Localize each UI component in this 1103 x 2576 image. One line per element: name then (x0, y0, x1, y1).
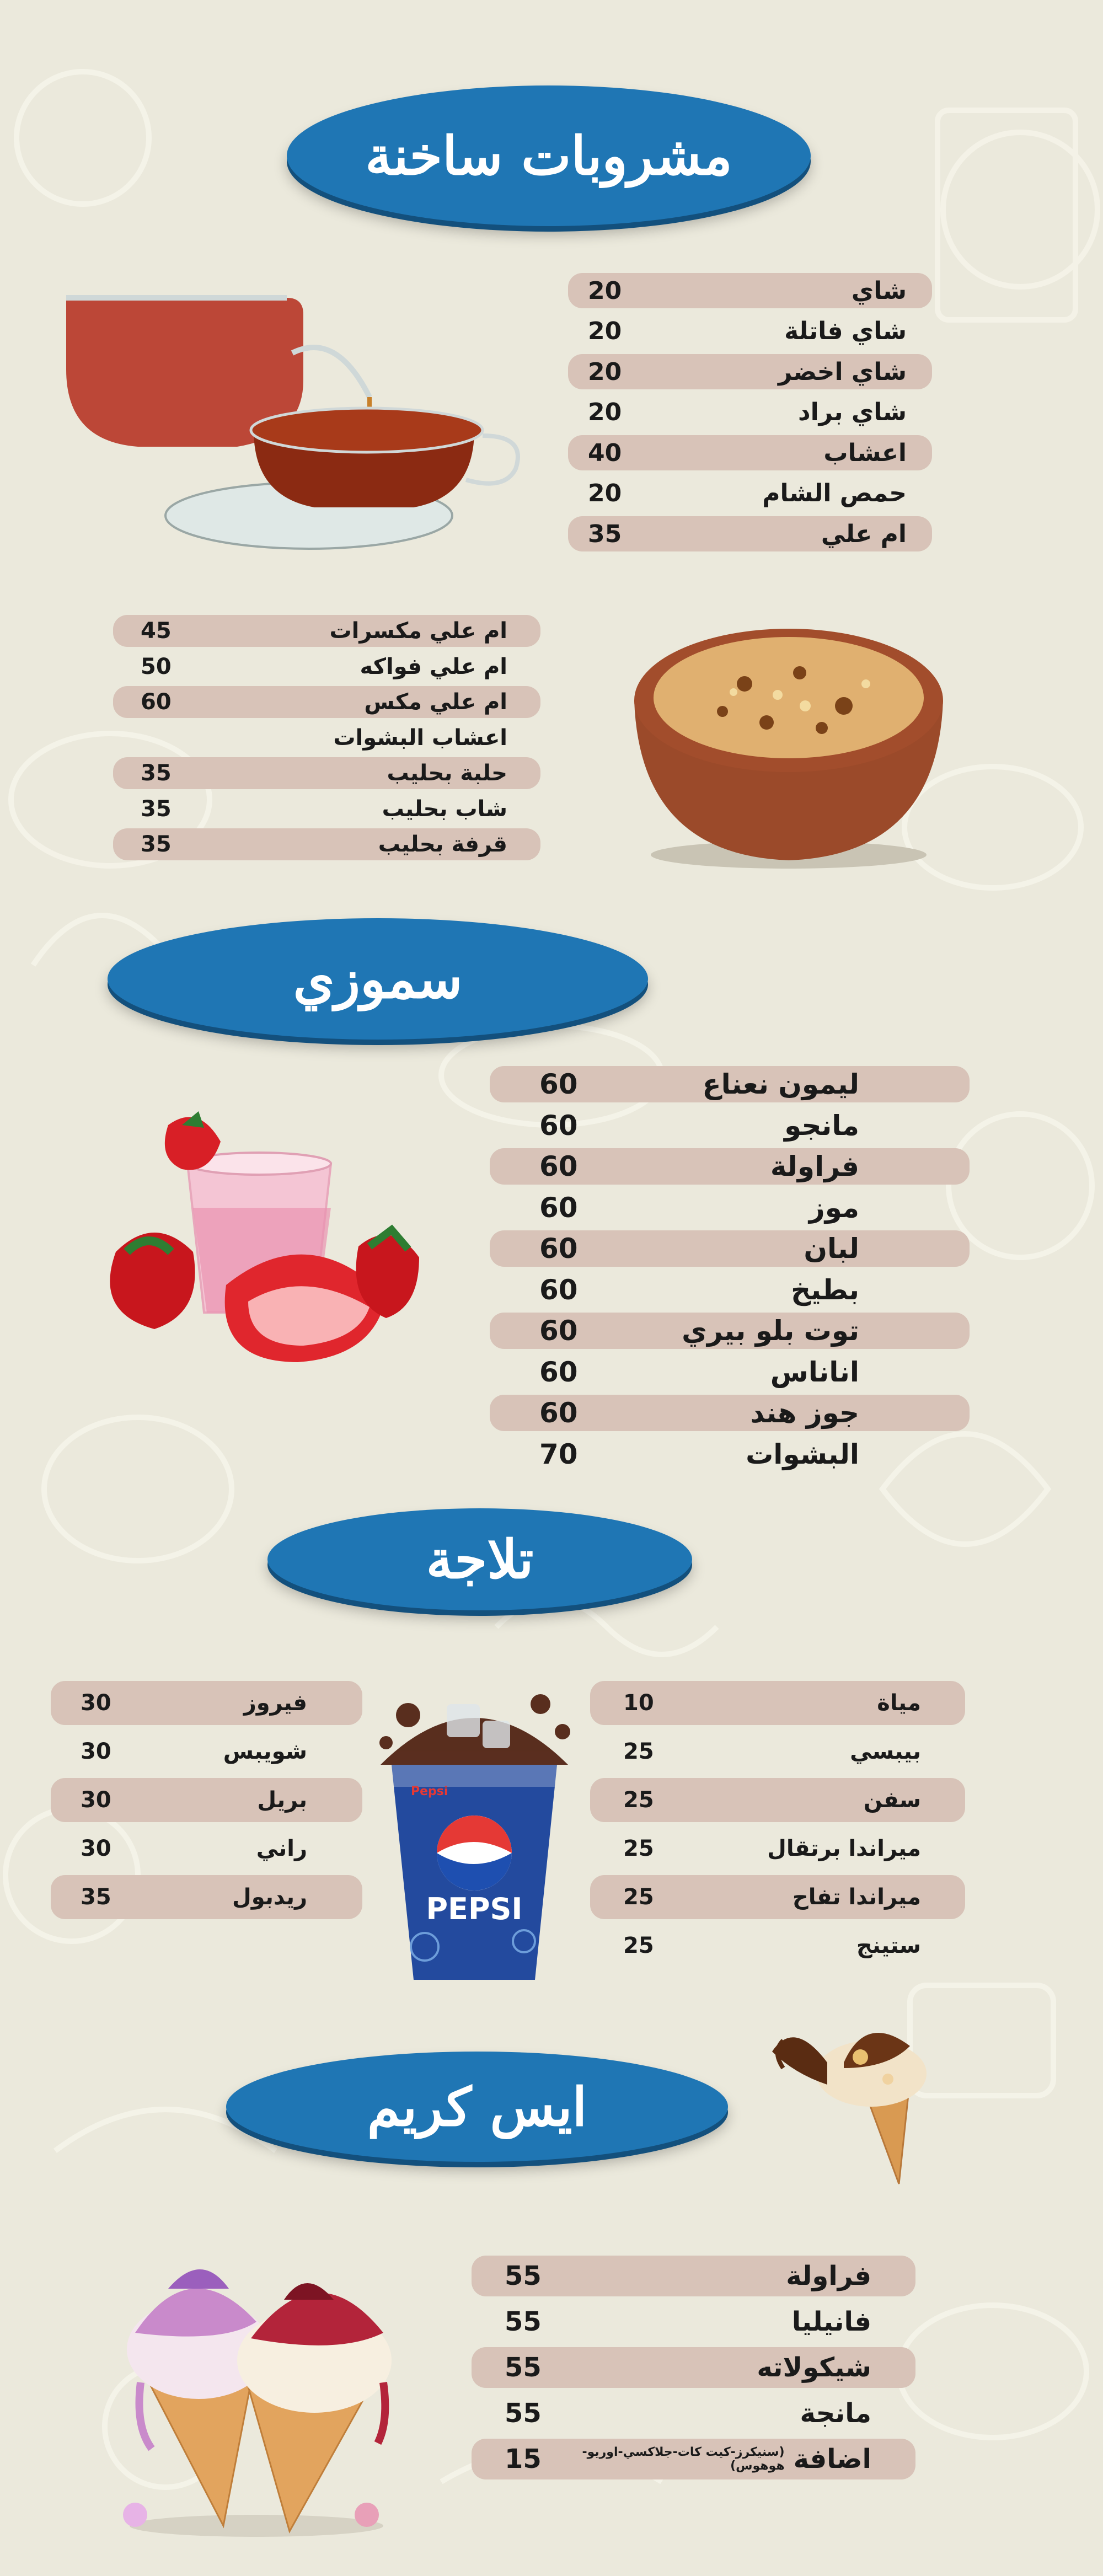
menu-item-name: بيبسي (850, 1739, 921, 1764)
menu-row (490, 1395, 970, 1431)
menu-item-price: 20 (588, 276, 622, 305)
menu-row (568, 273, 932, 308)
menu-item-name: بريل (257, 1787, 307, 1813)
menu-row (568, 516, 932, 551)
menu-item-name: راني (256, 1836, 307, 1861)
menu-item-price: 40 (588, 438, 622, 467)
menu-item-name: البشوات (746, 1438, 859, 1470)
menu-item-name: لبان (804, 1233, 859, 1265)
menu-item-price: 15 (505, 2444, 542, 2475)
menu-row (490, 1066, 970, 1102)
menu-item-name: ستينج (856, 1933, 921, 1958)
menu-item-price: 55 (505, 2352, 542, 2383)
menu-item-price: 25 (623, 1787, 654, 1813)
strawberry-smoothie-image (94, 1103, 441, 1379)
menu-item-name: ام علي مكس (364, 689, 507, 715)
menu-row (568, 314, 932, 349)
menu-row (490, 1148, 970, 1185)
menu-item-price: 30 (81, 1739, 111, 1764)
menu-item-price: 35 (141, 832, 172, 857)
section-title-smoothie: سموزي (108, 918, 648, 1040)
menu-row (490, 1230, 970, 1267)
pepsi-small-logo-text: Pepsi (411, 1785, 448, 1798)
menu-item-name: موز (808, 1191, 859, 1224)
menu-row (51, 1681, 362, 1725)
menu-item-name: شيكولاته (757, 2352, 871, 2383)
menu-item-name: قرفة بحليب (378, 832, 507, 857)
menu-item-name: شاب بحليب (382, 796, 507, 822)
menu-row (113, 828, 540, 860)
menu-item-name: حمص الشام (762, 479, 907, 507)
menu-item-price: 45 (141, 618, 172, 644)
menu-item-price: 25 (623, 1836, 654, 1861)
section-title-fridge: تلاجة (267, 1508, 692, 1610)
menu-row (568, 435, 932, 470)
menu-item-price: 60 (539, 1273, 578, 1306)
ice-cream-cones-image (102, 2239, 416, 2548)
menu-item-name: بطيخ (791, 1273, 859, 1306)
menu-item-price: 55 (505, 2398, 542, 2429)
menu-item-name: ريدبول (232, 1884, 307, 1910)
menu-row (472, 2347, 915, 2388)
menu-row (113, 757, 540, 789)
menu-row (472, 2301, 915, 2342)
menu-row (51, 1827, 362, 1871)
menu-item-name: ام علي مكسرات (329, 618, 507, 644)
menu-row (51, 1729, 362, 1774)
menu-row (490, 1436, 970, 1472)
menu-row (472, 2256, 915, 2296)
menu-item-name: مانجة (800, 2398, 871, 2429)
menu-item-price: 55 (505, 2261, 542, 2291)
menu-item-name: سفن (863, 1787, 921, 1813)
menu-row (490, 1190, 970, 1226)
menu-item-price: 35 (141, 796, 172, 822)
menu-item-price: 70 (539, 1438, 578, 1470)
pepsi-cup-image (364, 1682, 585, 1991)
menu-item-name: ام علي (821, 520, 907, 548)
menu-item-name: فيروز (243, 1690, 307, 1716)
menu-item-price: 35 (141, 761, 172, 786)
menu-row (51, 1875, 362, 1919)
menu-row (568, 395, 932, 430)
menu-row (568, 354, 932, 389)
menu-item-price: 60 (539, 1068, 578, 1100)
menu-item-name: فراولة (770, 1150, 859, 1182)
menu-item-price: 35 (588, 520, 622, 548)
menu-item-price: 20 (588, 479, 622, 507)
menu-item-name: حلبة بحليب (387, 761, 507, 786)
menu-row (113, 686, 540, 718)
menu-item-price: 60 (539, 1397, 578, 1429)
menu-item-name: اعشاب البشوات (333, 725, 507, 751)
menu-item-price: 30 (81, 1836, 111, 1861)
menu-item-price: 25 (623, 1933, 654, 1958)
menu-item-name: شاي (851, 276, 907, 305)
menu-row (568, 476, 932, 511)
menu-item-note: (سنيكرز-كيت كات-جلاكسي-اوريو-هوهوس) (582, 2445, 785, 2473)
menu-row (490, 1272, 970, 1308)
menu-row (590, 1778, 965, 1822)
pepsi-brand-text: PEPSI (426, 1892, 523, 1926)
menu-row (490, 1313, 970, 1349)
menu-row (472, 2393, 915, 2434)
menu-item-price: 60 (539, 1233, 578, 1265)
menu-row (113, 651, 540, 683)
menu-item-price: 25 (623, 1884, 654, 1910)
menu-item-price: 60 (539, 1150, 578, 1182)
om-ali-dish-image (623, 618, 949, 877)
menu-item-name: شويبس (223, 1739, 307, 1764)
menu-row (590, 1729, 965, 1774)
menu-item-price: 60 (141, 689, 172, 715)
menu-item-price: 30 (81, 1690, 111, 1716)
chocolate-ice-cream-cone-image (761, 1996, 949, 2195)
menu-item-name: ام علي فواكه (360, 654, 507, 679)
menu-item-price: 55 (505, 2306, 542, 2337)
menu-item-name: مياة (877, 1690, 921, 1716)
menu-item-name: مانجو (784, 1109, 859, 1142)
menu-item-price: 25 (623, 1739, 654, 1764)
menu-item-price: 50 (141, 654, 172, 679)
menu-item-name: فانيليا (791, 2306, 871, 2337)
menu-item-price: 20 (588, 398, 622, 426)
menu-item-name: اضافة (793, 2444, 871, 2475)
menu-item-name: ميراندا برتقال (767, 1836, 921, 1861)
menu-item-price: 60 (539, 1109, 578, 1142)
menu-item-price: 60 (539, 1356, 578, 1388)
menu-row (113, 722, 540, 754)
menu-row (51, 1778, 362, 1822)
menu-row (113, 793, 540, 825)
menu-item-price: 30 (81, 1787, 111, 1813)
menu-row (113, 615, 540, 647)
menu-row (490, 1107, 970, 1144)
menu-row (590, 1681, 965, 1725)
section-title-hot-drinks: مشروبات ساخنة (287, 85, 811, 226)
menu-row (590, 1924, 965, 1968)
menu-item-name: توت بلو بيري (682, 1315, 859, 1347)
menu-item-price: 20 (588, 317, 622, 345)
menu-item-name: ليمون نعناع (702, 1068, 859, 1100)
menu-item-name: شاي اخضر (778, 357, 907, 386)
menu-row (590, 1827, 965, 1871)
menu-row (590, 1875, 965, 1919)
menu-item-price: 35 (81, 1884, 111, 1910)
menu-item-name: شاي فاتلة (784, 317, 907, 345)
menu-row (472, 2439, 915, 2479)
menu-item-price: 60 (539, 1191, 578, 1224)
menu-item-price: 20 (588, 357, 622, 386)
menu-row (490, 1354, 970, 1390)
menu-item-name: اناناس (770, 1356, 859, 1388)
menu-item-name: جوز هند (750, 1397, 859, 1429)
menu-item-name: ميراندا تفاح (792, 1884, 921, 1910)
menu-item-price: 10 (623, 1690, 654, 1716)
menu-item-name: شاي براد (798, 398, 907, 426)
menu-item-name: فراولة (786, 2261, 871, 2291)
section-title-ice-cream: ايس كريم (226, 2052, 728, 2162)
tea-pot-and-cup-image (55, 287, 552, 563)
menu-item-price: 60 (539, 1315, 578, 1347)
menu-item-name: اعشاب (823, 438, 907, 467)
